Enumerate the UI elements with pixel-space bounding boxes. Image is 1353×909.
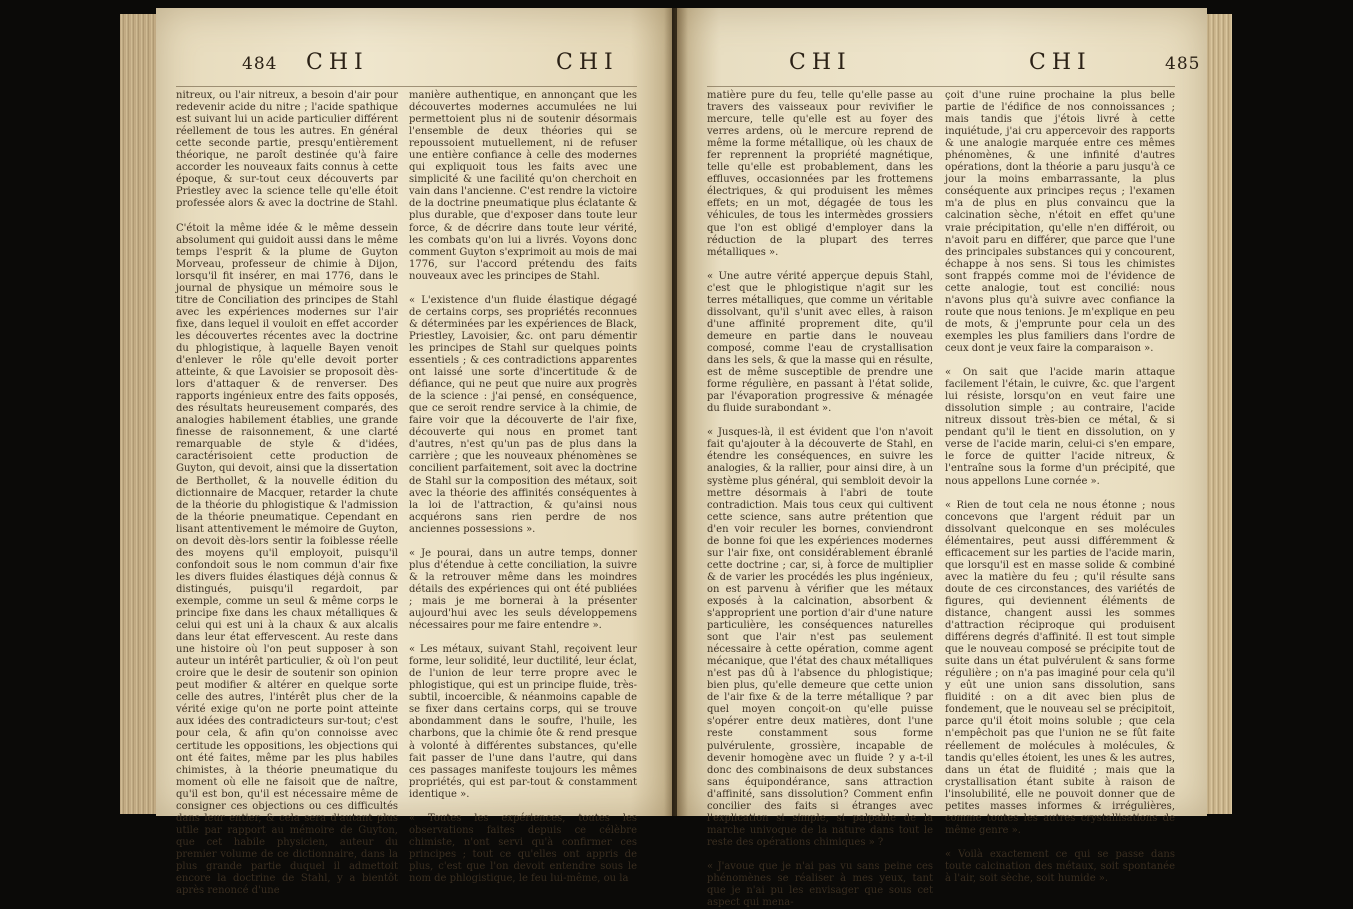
right-running-head-2: CHI xyxy=(1029,50,1092,75)
left-page-number: 484 xyxy=(242,54,278,74)
right-page-header xyxy=(677,50,1207,80)
left-page-edges xyxy=(120,14,160,814)
left-page xyxy=(156,8,672,897)
book-gutter xyxy=(664,8,688,816)
right-page xyxy=(677,8,1207,909)
right-column-2: çoit d'une ruine prochaine la plus belle partie de l'édifice de nos connoissances ; mais tandis que j'étois livré à cette inquiétude, j'ai cru appercevoir des rapports & une analogie marquée entre ces mêmes phénomènes, & une infinité d'autres opérations, dont la théorie a paru jusqu'à ce jour la moins embarrassante, la plus conséquente aux principes reçus ; l'examen m'a de plus en plus convaincu que la calcination sèche, n'étoit en effet qu'une vraie précipitation, qu'elle n'en différoit, ou n'avoit paru en différer, que parce que l'une des principales substances qui y concourent, échappe à nos sens. Si tous les chimistes sont frappés comme moi de l'évidence de cette analogie, tout est concilié: nous n'avons plus qu'à suivre avec confiance la route que nous tenions. Je m'explique en peu de mots, & j'emprunte pour cela un des exemples les plus familiers dans l'ordre de ceux dont je veux faire la comparaison ». « On sait que l'acide marin attaque facilement l'étain, le cuivre, &c. que l'argent lui résiste, lorsqu'on en veut faire une dissolution simple ; au contraire, l'acide nitreux dissout très-bien ce métal, & si pendant qu'il le tient en dissolution, on y verse de l'acide marin, celui-ci s'en empare, le force de quitter l'acide nitreux, & l'entraîne sous la forme d'un précipité, que nous appellons Lune cornée ». « Rien de tout cela ne nous étonne ; nous concevons que l'argent réduit par un dissolvant quelconque en ses molécules élémentaires, peut aussi différemment & efficacement sur les parties de l'acide marin, que lorsqu'il est en masse solide & combiné avec la matière du feu ; qu'il résulte sans doute de ces circonstances, des variétés de figures, qui deviennent éléments de distance, changent aussi les sommes d'attraction réciproque qui produisent différens degrés d'affinité. Il est tout simple que le nouveau composé se précipite tout de suite dans un état pulvérulent & sans forme régulière ; on n'a pas imaginé pour cela qu'il y eût une union sans dissolution, sans fluidité : on a dit avec bien plus de fondement, que le nouveau sel se précipitoit, parce qu'il étoit moins soluble ; que cela n'empêchoit pas que l'union ne se fût faite réellement de molécules à molécules, & tandis qu'elles étoient, les unes & les autres, dans un état de fluidité ; mais que la crystallisation étant subite à raison de l'insolubilité, elle ne pouvoit donner que de petites masses informes & irrégulières, comme toutes les autres crystallisations de même genre ». « Voilà exactement ce qui se passe dans toute calcination des métaux, soit spontanée à l'air, soit sèche, soit humide ». xyxy=(945,90,1175,885)
left-column-2: manière authentique, en annonçant que les découvertes modernes accumulées ne lui permettoient plus ni de soutenir désormais l'ensemble de deux théories qui se repoussoient mutuellement, ni de refuser une entière confiance à celle des modernes qui expliquoit tous les faits avec une simplicité & une facilité qu'on cherchoit en vain dans l'ancienne. C'est rendre la victoire de la doctrine pneumatique plus éclatante & plus durable, que d'exposer dans toute leur force, & de décrire dans toute leur vérité, les combats qu'on lui a livrés. Voyons donc comment Guyton s'exprimoit au mois de mai 1776, sur l'accord prétendu des faits nouveaux avec les principes de Stahl. « L'existence d'un fluide élastique dégagé de certains corps, ses propriétés reconnues & déterminées par les expériences de Black, Priestley, Lavoisier, &c. ont paru démentir les principes de Stahl sur quelques points essentiels ; & ces contradictions apparentes ont laissé une sorte d'incertitude & de défiance, qui ne peut que nuire aux progrès de la science : j'ai pensé, en conséquence, que ce seroit rendre service à la chimie, de faire voir que la découverte de l'air fixe, découverte qui nous en promet tant d'autres, n'est qu'un pas de plus dans la carrière ; que les nouveaux phénomènes se concilient parfaitement, soit avec la doctrine de Stahl sur la composition des métaux, soit avec la théorie des affinités conséquentes à la loi de l'attraction, & qu'ainsi nous acquérons sans rien perdre de nos anciennes possessions ». « Je pourai, dans un autre temps, donner plus d'étendue à cette conciliation, la suivre & la retrouver même dans les moindres détails des expériences qui ont été publiées ; mais je me bornerai à la présenter aujourd'hui avec les seuls développemens nécessaires pour me faire entendre ». « Les métaux, suivant Stahl, reçoivent leur forme, leur solidité, leur ductilité, leur éclat, de l'union de leur terre propre avec le phlogistique, qui est un principe fluide, très-subtil, incoercible, & néanmoins capable de se fixer dans certains corps, qui se trouve abondamment dans le soufre, l'huile, les charbons, que la chimie ôte & rend presque à volonté à différentes substances, qu'elle fait passer de l'une dans l'autre, qui dans ces passages manifeste toujours les mêmes propriétés, qui est par-tout & constamment identique ». « Toutes les expériences, toutes les observations faites depuis ce célèbre chimiste, n'ont servi qu'à confirmer ces principes ; tout ce qu'elles ont appris de plus, c'est que l'on devoit entendre sous le nom de phlogistique, le feu lui-même, ou la xyxy=(409,90,637,885)
right-header-rule xyxy=(707,86,1175,87)
left-running-head-1: CHI xyxy=(306,50,369,75)
left-column-1: nitreux, ou l'air nitreux, a besoin d'air pour redevenir acide du nitre ; l'acide spathique est suivant lui un acide particulier différent réellement de tous les autres. En général cette seconde partie, presqu'entièrement théorique, ne paroît destinée qu'à faire accorder les nouveaux faits connus à cette époque, & sur-tout ceux découverts par Priestley avec la science telle qu'elle étoit professée alors & avec la doctrine de Stahl. C'étoit la même idée & le même dessein absolument qui guidoit aussi dans le même temps l'esprit & la plume de Guyton Morveau, professeur de chimie à Dijon, lorsqu'il fit insérer, en mai 1776, dans le journal de physique un mémoire sous le titre de Conciliation des principes de Stahl avec les expériences modernes sur l'air fixe, dans lequel il vouloit en effet accorder les découvertes récentes avec la doctrine du phlogistique, à laquelle Bayen venoit d'enlever le rôle qu'elle devoit porter atteinte, & que Lavoisier se proposoit dès-lors d'attaquer & de renverser. Des rapports ingénieux entre des faits opposés, des résultats heureusement comparés, des analogies habilement établies, une grande finesse de raisonnement, & une clarté remarquable de style & d'idées, caractérisoient cette production de Guyton, qui devoit, ainsi que la dissertation de Berthollet, & la nouvelle édition du dictionnaire de Macquer, retarder la chute de la théorie du phlogistique & l'admission de la théorie pneumatique. Cependant en lisant attentivement le mémoire de Guyton, on devoit dès-lors sentir la foiblesse réelle des moyens qu'il employoit, puisqu'il confondoit sous le nom commun d'air fixe les divers fluides élastiques déjà connus & distingués, puisqu'il regardoit, par exemple, comme un seul & même corps le principe fixe dans les chaux métalliques & celui qui est uni à la chaux & aux alcalis dans leur état effervescent. Au reste dans une histoire où l'on peut supposer à son auteur un intérêt particulier, & où l'on peut croire que le desir de soutenir son opinion peut modifier & altérer en quelque sorte celle des autres, l'intérêt plus cher de la vérité exige qu'on ne porte point atteinte aux idées des contradicteurs sur-tout; c'est pour cela, & afin qu'on connoisse avec certitude les oppositions, les objections qui ont été faites, même par les plus habiles chimistes, à la théorie pneumatique du moment où elle ne faisoit que de naître, qu'il est bon, qu'il est nécessaire même de consigner ces objections ou ces difficultés dans leur entier, & cela sera d'autant plus utile par rapport au mémoire de Guyton, que cet habile physicien, auteur du premier volume de ce dictionnaire, dans la plus grande partie duquel il admettoit encore la doctrine de Stahl, y a bientôt après renoncé d'une xyxy=(176,90,398,897)
left-page-header xyxy=(156,50,672,80)
left-running-head-2: CHI xyxy=(556,50,619,75)
right-running-head-1: CHI xyxy=(789,50,852,75)
left-header-rule xyxy=(176,86,637,87)
right-page-number: 485 xyxy=(1165,54,1201,74)
right-column-1: matière pure du feu, telle qu'elle passe au travers des vaisseaux pour revivifier le mercure, telle qu'elle est au foyer des verres ardens, où le mercure reprend de même la forme métallique, où les chaux de fer reprennent la propriété magnétique, telle qu'elle est probablement, dans les effluves, occasionnées par les frottemens électriques, & qui produisent les mêmes effets; en un mot, dégagée de tous les véhicules, de tous les intermèdes grossiers que l'on est obligé d'employer dans la réduction de la plupart des terres métalliques ». « Une autre vérité apperçue depuis Stahl, c'est que le phlogistique n'agit sur les terres métalliques, que comme un véritable dissolvant, qu'il s'unit avec elles, à raison d'une affinité proprement dite, qu'il demeure en partie dans le nouveau composé, comme l'eau de crystallisation dans les sels, & que la masse qui en résulte, est de même susceptible de prendre une forme régulière, en passant à l'état solide, par l'évaporation progressive & ménagée du fluide surabondant ». « Jusques-là, il est évident que l'on n'avoit fait qu'ajouter à la découverte de Stahl, en étendre les conséquences, en suivre les analogies, & la rallier, pour ainsi dire, à un système plus général, qui sembloit devoir la mettre désormais à l'abri de toute contradiction. Mais tous ceux qui cultivent cette science, sans autre prétention que d'en voir reculer les bornes, conviendront de bonne foi que les expériences modernes sur l'air fixe, ont considérablement ébranlé cette doctrine ; car, si, à force de multiplier & de varier les procédés les plus ingénieux, on est parvenu à vérifier que les métaux exposés à la calcination, absorbent & s'approprient une portion d'air d'une nature particulière, les conséquences naturelles sont que l'air n'est pas seulement nécessaire à cette opération, comme agent mécanique, que l'état des chaux métalliques n'est pas dû à l'absence du phlogistique; bien plus, qu'elle demeure que cette union de l'air fixe & de la terre métallique ? par quel moyen conçoit-on qu'elle puisse s'opérer entre deux matières, dont l'une reste constamment sous forme pulvérulente, grossière, incapable de devenir homogène avec un fluide ? y a-t-il donc des combinaisons de deux substances sans équipondérance, sans attraction d'affinité, sans dissolution? Comment enfin concilier des faits si étranges avec l'explication si simple, si palpable de la marche univoque de la nature dans tout le reste des opérations chimiques » ? « J'avoue que je n'ai pas vu sans peine ces phénomènes se réaliser à mes yeux, tant que je n'ai pu les envisager que sous cet aspect qui mena- xyxy=(707,90,933,909)
